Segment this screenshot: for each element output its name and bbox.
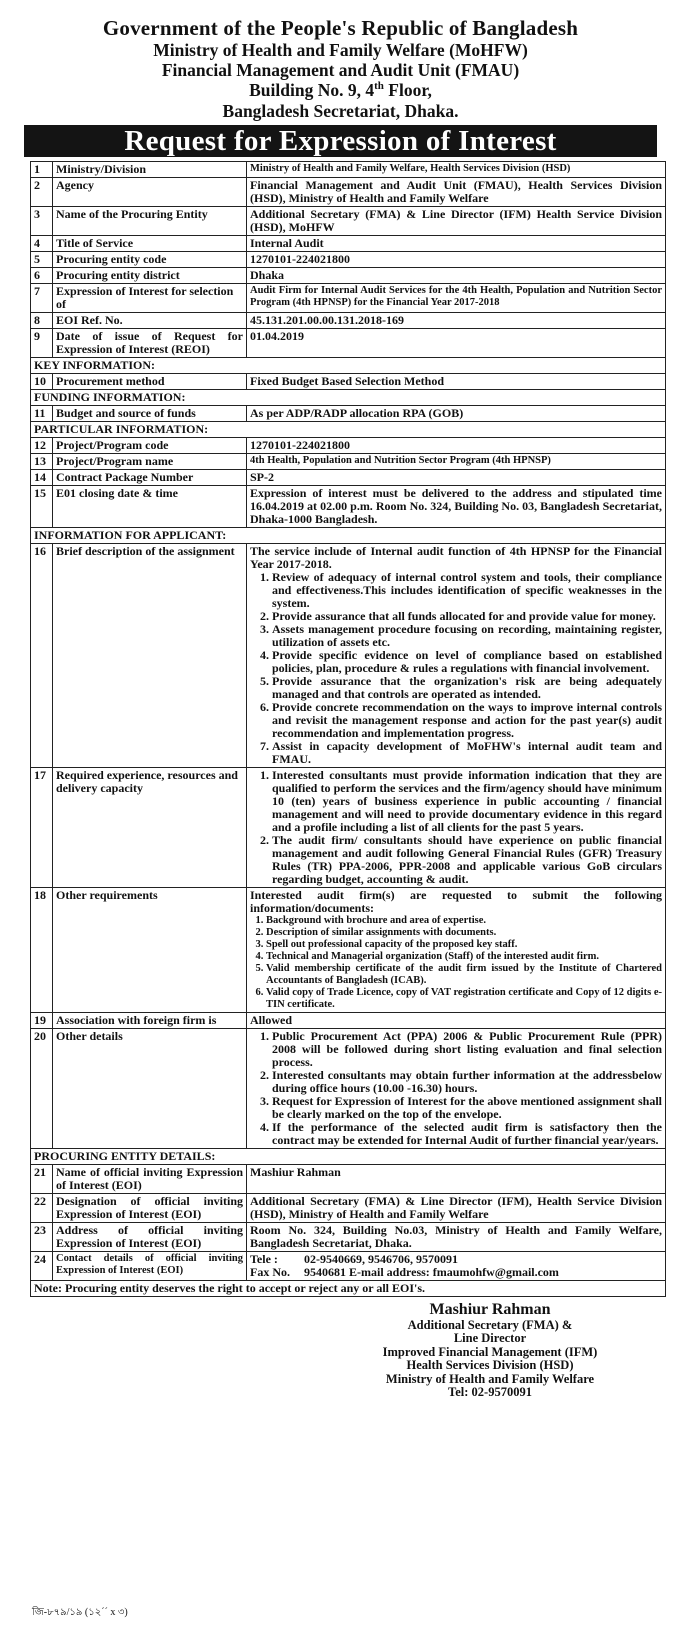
row-label: Budget and source of funds [53, 405, 247, 421]
row-label: Required experience, resources and delivery capacity [53, 767, 247, 887]
row-value: Dhaka [247, 267, 666, 283]
document-title-banner: Request for Expression of Interest [24, 125, 657, 157]
row-value: Ministry of Health and Family Welfare, Health Services Division (HSD) [247, 161, 666, 177]
row-number: 6 [31, 267, 53, 283]
table-row [31, 1164, 666, 1193]
eoi-table [30, 161, 666, 1297]
row-number: 21 [31, 1164, 53, 1193]
row-number: 23 [31, 1222, 53, 1251]
row-label: Procurement method [53, 373, 247, 389]
section-row [31, 527, 666, 543]
list-item: 2. Interested consultants may obtain further information at the addressbelow during office hours (10.00 -16.30) hours. [272, 1069, 662, 1095]
row-number: 4 [31, 235, 53, 251]
table-row [31, 235, 666, 251]
other-requirements-intro: Interested audit firm(s) are requested to submit the following information/documents: [250, 887, 662, 915]
row-number: 11 [31, 405, 53, 421]
table-row [31, 283, 666, 312]
table-row [31, 251, 666, 267]
list-item: 1. Background with brochure and area of expertise. [266, 915, 662, 927]
row-label: Expression of Interest for selection of [53, 283, 247, 312]
address-line: Bangladesh Secretariat, Dhaka. [222, 100, 459, 121]
row-label: Contract Package Number [53, 469, 247, 485]
row-number: 5 [31, 251, 53, 267]
row-number: 14 [31, 469, 53, 485]
table-row [31, 1251, 666, 1280]
fax-email: 9540681 E-mail address: fmaumohfw@gmail.com [304, 1264, 559, 1279]
unit-title: Financial Management and Audit Unit (FMAU) [161, 60, 520, 81]
note-row [31, 1280, 666, 1296]
table-row [31, 469, 666, 485]
list-item: 6. Provide concrete recommendation on the ways to improve internal controls and revisit the management response and action for the past year(s) audit recommendation and implementation progress. [272, 701, 662, 740]
row-label: Other details [53, 1028, 247, 1148]
row-value: Room No. 324, Building No.03, Ministry of Health and Family Welfare, Bangladesh Secretariat, Dhaka. [247, 1222, 666, 1251]
section-heading: FUNDING INFORMATION: [31, 389, 666, 405]
fax-email-line: Fax No. 9540681 E-mail address: fmaumohfw@gmail.com [250, 1264, 559, 1279]
row-value: 01.04.2019 [247, 328, 666, 357]
section-row [31, 1148, 666, 1164]
section-heading: PARTICULAR INFORMATION: [31, 421, 666, 437]
list-item: 4. If the performance of the selected audit firm is satisfactory then the contract may be extended for Internal Audit of further financial year/years. [272, 1121, 662, 1147]
row-label: Association with foreign firm is [53, 1012, 247, 1028]
telephone-numbers: 02-9540669, 9546706, 9570091 [304, 1251, 458, 1266]
row-value: Mashiur Rahman [247, 1164, 666, 1193]
row-label: Project/Program name [53, 453, 247, 469]
row-number: 8 [31, 312, 53, 328]
row-number: 15 [31, 485, 53, 527]
row-label: Ministry/Division [53, 161, 247, 177]
letterhead [0, 16, 681, 121]
table-row [31, 767, 666, 887]
government-title: Government of the People's Republic of Bangladesh [102, 16, 579, 40]
row-value: 45.131.201.00.00.131.2018-169 [247, 312, 666, 328]
list-item: 3. Spell out professional capacity of the proposed key staff. [266, 939, 662, 951]
list-item: 6. Valid copy of Trade Licence, copy of VAT registration certificate and Copy of 12 digits e-TIN certificate. [266, 987, 662, 1011]
other-details-list [250, 1030, 662, 1147]
table-row [31, 1012, 666, 1028]
row-label: Name of official inviting Expression of Interest (EOI) [53, 1164, 247, 1193]
documents-list [250, 915, 662, 1011]
list-item: 2. Description of similar assignments with documents. [266, 927, 662, 939]
table-row [31, 405, 666, 421]
row-value: Financial Management and Audit Unit (FMAU), Health Services Division (HSD), Ministry of Health and Family Welfare [247, 177, 666, 206]
row-value: Allowed [247, 1012, 666, 1028]
row-value: Additional Secretary (FMA) & Line Director (IFM) Health Service Division (HSD), MoHFW [247, 206, 666, 235]
row-label: Brief description of the assignment [53, 543, 247, 767]
assignment-list [250, 571, 662, 766]
row-value: Additional Secretary (FMA) & Line Director (IFM), Health Service Division (HSD), Ministry of Health and Family Welfare [247, 1193, 666, 1222]
table-row [31, 1222, 666, 1251]
row-label: Title of Service [53, 235, 247, 251]
row-number: 7 [31, 283, 53, 312]
list-item: 1. Review of adequacy of internal control system and tools, their compliance and effectiveness.This includes identification of specific weaknesses in the system. [272, 571, 662, 610]
table-row [31, 437, 666, 453]
table-row [31, 312, 666, 328]
list-item: 3. Request for Expression of Interest for the above mentioned assignment shall be clearly marked on the top of the envelope. [272, 1095, 662, 1121]
table-row [31, 1028, 666, 1148]
list-item: 5. Valid membership certificate of the audit firm issued by the Institute of Chartered Accountants of Bangladesh (ICAB). [266, 963, 662, 987]
row-value [247, 543, 666, 767]
section-heading: KEY INFORMATION: [31, 357, 666, 373]
row-number: 19 [31, 1012, 53, 1028]
row-label: Project/Program code [53, 437, 247, 453]
telephone-line: Tele : 02-9540669, 9546706, 9570091 [250, 1251, 458, 1266]
row-label: Address of official inviting Expression of Interest (EOI) [53, 1222, 247, 1251]
table-row [31, 267, 666, 283]
table-row [31, 543, 666, 767]
row-label: E01 closing date & time [53, 485, 247, 527]
table-row [31, 1193, 666, 1222]
row-label: Agency [53, 177, 247, 206]
signatory-telephone: Tel: 02-9570091 [448, 1385, 532, 1400]
row-number: 2 [31, 177, 53, 206]
table-row [31, 328, 666, 357]
signature-block [330, 1301, 650, 1400]
row-value: 1270101-224021800 [247, 251, 666, 267]
row-value [247, 1028, 666, 1148]
requirements-list [250, 769, 662, 886]
table-row [31, 206, 666, 235]
building-line: Building No. 9, 4th Floor, [249, 80, 432, 101]
list-item: 1. Interested consultants must provide information indication that they are qualified to perform the services and the firm/agency should have minimum 10 (ten) years of business experience in public accounting / financial management and will need to provide documentary evidence in this regard and a profile including a list of all clients for the past 5 years. [272, 769, 662, 834]
row-value [247, 1251, 666, 1280]
row-number: 10 [31, 373, 53, 389]
row-label: Contact details of official inviting Expression of Interest (EOI) [53, 1251, 247, 1280]
section-row [31, 389, 666, 405]
row-label: Procuring entity district [53, 267, 247, 283]
row-value: Expression of interest must be delivered to the address and stipulated time 16.04.2019 at 02.00 p.m. Room No. 324, Building No. 03, Bangladesh Secretariat, Dhaka-1000 Bangladesh. [247, 485, 666, 527]
signatory-office: Improved Financial Management (IFM) [382, 1344, 598, 1359]
signatory-designation: Additional Secretary (FMA) & [407, 1317, 573, 1332]
row-value: 4th Health, Population and Nutrition Sector Program (4th HPNSP) [247, 453, 666, 469]
row-number: 24 [31, 1251, 53, 1280]
list-item: 2. The audit firm/ consultants should have experience on public financial management and audit following General Financial Rules (GFR) Treasury Rules (TR) PPA-2006, PPR-2008 and applicable various GoB circulars regarding budget, accounting & audit. [272, 834, 662, 886]
row-label: Name of the Procuring Entity [53, 206, 247, 235]
table-row [31, 177, 666, 206]
row-value: As per ADP/RADP allocation RPA (GOB) [247, 405, 666, 421]
row-number: 1 [31, 161, 53, 177]
list-item: 4. Provide specific evidence on level of compliance based on established policies, plan, procedure & rules a regulations with financial involvement. [272, 649, 662, 675]
row-value: Fixed Budget Based Selection Method [247, 373, 666, 389]
list-item: 5. Provide assurance that the organization's risk are being adequately managed and that controls are operated as intended. [272, 675, 662, 701]
assignment-intro: The service include of Internal audit function of 4th HPNSP for the Financial Year 2017-2018. [250, 543, 662, 571]
row-value: Internal Audit [247, 235, 666, 251]
row-label: Procuring entity code [53, 251, 247, 267]
row-number: 9 [31, 328, 53, 357]
row-label: Designation of official inviting Expression of Interest (EOI) [53, 1193, 247, 1222]
row-number: 13 [31, 453, 53, 469]
table-row [31, 161, 666, 177]
table-row [31, 887, 666, 1012]
signatory-designation: Line Director [453, 1331, 527, 1346]
publication-code: জি-৮৭৯/১৯ (১২´´ x ৩) [32, 1607, 128, 1618]
row-number: 20 [31, 1028, 53, 1148]
row-value [247, 887, 666, 1012]
signatory-ministry: Ministry of Health and Family Welfare [385, 1371, 595, 1386]
row-number: 3 [31, 206, 53, 235]
row-label: Other requirements [53, 887, 247, 1012]
row-number: 16 [31, 543, 53, 767]
signatory-division: Health Services Division (HSD) [406, 1358, 574, 1373]
table-row [31, 485, 666, 527]
signatory-name: Mashiur Rahman [429, 1300, 551, 1318]
row-label: EOI Ref. No. [53, 312, 247, 328]
row-value: Audit Firm for Internal Audit Services for the 4th Health, Population and Nutrition Sector Program (4th HPNSP) for the Financial Year 2017-2018 [247, 283, 666, 312]
list-item: 3. Assets management procedure focusing on recording, maintaining register, utilization of assets etc. [272, 623, 662, 649]
section-heading: PROCURING ENTITY DETAILS: [31, 1148, 666, 1164]
list-item: 7. Assist in capacity development of MoFHW's internal audit team and FMAU. [272, 740, 662, 766]
list-item: 4. Technical and Managerial organization (Staff) of the interested audit firm. [266, 951, 662, 963]
row-value: SP-2 [247, 469, 666, 485]
row-label: Date of issue of Request for Expression of Interest (REOI) [53, 328, 247, 357]
row-value [247, 767, 666, 887]
table-row [31, 453, 666, 469]
row-number: 22 [31, 1193, 53, 1222]
ministry-title: Ministry of Health and Family Welfare (MoHFW) [153, 40, 528, 61]
section-heading: INFORMATION FOR APPLICANT: [31, 527, 666, 543]
section-row [31, 421, 666, 437]
row-number: 17 [31, 767, 53, 887]
note-text: Note: Procuring entity deserves the right to accept or reject any or all EOI's. [31, 1280, 666, 1296]
row-value: 1270101-224021800 [247, 437, 666, 453]
list-item: 2. Provide assurance that all funds allocated for and provide value for money. [272, 610, 662, 623]
section-row [31, 357, 666, 373]
row-number: 18 [31, 887, 53, 1012]
row-number: 12 [31, 437, 53, 453]
list-item: 1. Public Procurement Act (PPA) 2006 & Public Procurement Rule (PPR) 2008 will be followed during short listing evaluation and final selection process. [272, 1030, 662, 1069]
table-row [31, 373, 666, 389]
